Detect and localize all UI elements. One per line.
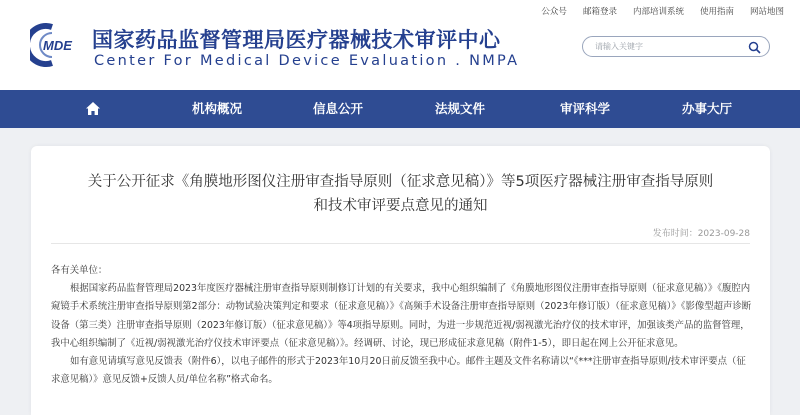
nav-home[interactable] bbox=[78, 90, 108, 128]
salutation: 各有关单位： bbox=[51, 265, 108, 276]
search-box[interactable] bbox=[582, 36, 770, 57]
mde-logo-icon[interactable] bbox=[30, 23, 86, 67]
top-link-wechat[interactable]: 公众号 bbox=[541, 7, 567, 17]
nav-item-review-science[interactable]: 审评科学 bbox=[559, 101, 610, 116]
top-links bbox=[533, 6, 792, 18]
home-icon bbox=[85, 101, 101, 116]
paragraph-2: 如有意见请填写意见反馈表（附件6），以电子邮件的形式于2023年10月20日前反馈至我中心。邮件主题及文件名称请以“《***注册审查指导原则/技术审评要点（征求意见稿）》意见反馈+反馈人员/单位名称”格式命名。 bbox=[51, 356, 746, 386]
top-link-user-guide[interactable]: 使用指南 bbox=[699, 7, 734, 17]
search-placeholder[interactable]: 请输入关键字 bbox=[595, 42, 643, 51]
main-nav bbox=[0, 90, 800, 128]
article-title bbox=[31, 170, 770, 218]
paragraph-1: 根据国家药品监督管理局2023年度医疗器械注册审查指导原则制修订计划的有关要求，我中心组织编制了《角膜地形图仪注册审查指导原则（征求意见稿）》《腹腔内窥镜手术系统注册审查指导原则第2部分：动物试验决策判定和要求（征求意见稿）》《高频手术设备注册审查指导原则（2023年修订版）（征求意见稿）》《影像型超声诊断设备（第三类）注册审查指导原则（2023年修订版）（征求意见稿）》等4项指导原则。同时，为进一步规范近视/弱视激光治疗仪的技术审评，加强该类产品的监督管理，我中心组织编制了《近视/弱视激光治疗仪技术审评要点（征求意见稿）》。经调研、讨论，现已形成征求意见稿（附件1-5），即日起在网上公开征求意见。 bbox=[51, 283, 752, 349]
logo-chinese-name[interactable]: 国家药品监督管理局医疗器械技术审评中心 bbox=[92, 27, 501, 52]
logo-english-name[interactable]: Center For Medical Device Evaluation . NMPA bbox=[94, 53, 520, 69]
logo-abbr: MDE bbox=[43, 38, 72, 53]
article-body bbox=[51, 262, 755, 389]
nav-item-about[interactable]: 机构概况 bbox=[191, 101, 242, 116]
nav-item-services[interactable]: 办事大厅 bbox=[681, 101, 732, 116]
top-link-training-system[interactable]: 内部培训系统 bbox=[632, 7, 684, 17]
site-header bbox=[0, 0, 800, 90]
article-title-line2: 和技术审评要点意见的通知 bbox=[313, 198, 488, 214]
search-icon[interactable] bbox=[748, 41, 761, 54]
top-link-sitemap[interactable]: 网站地图 bbox=[749, 7, 784, 17]
nav-item-regulations[interactable]: 法规文件 bbox=[434, 101, 485, 116]
divider bbox=[51, 243, 750, 244]
article-title-line1: 关于公开征求《角膜地形图仪注册审查指导原则（征求意见稿）》等5项医疗器械注册审查指导原则 bbox=[87, 174, 714, 190]
publish-date: 发布时间：2023-09-28 bbox=[652, 229, 750, 239]
top-link-mail-login[interactable]: 邮箱登录 bbox=[582, 7, 617, 17]
article-card bbox=[31, 146, 770, 415]
nav-item-information[interactable]: 信息公开 bbox=[312, 101, 363, 116]
